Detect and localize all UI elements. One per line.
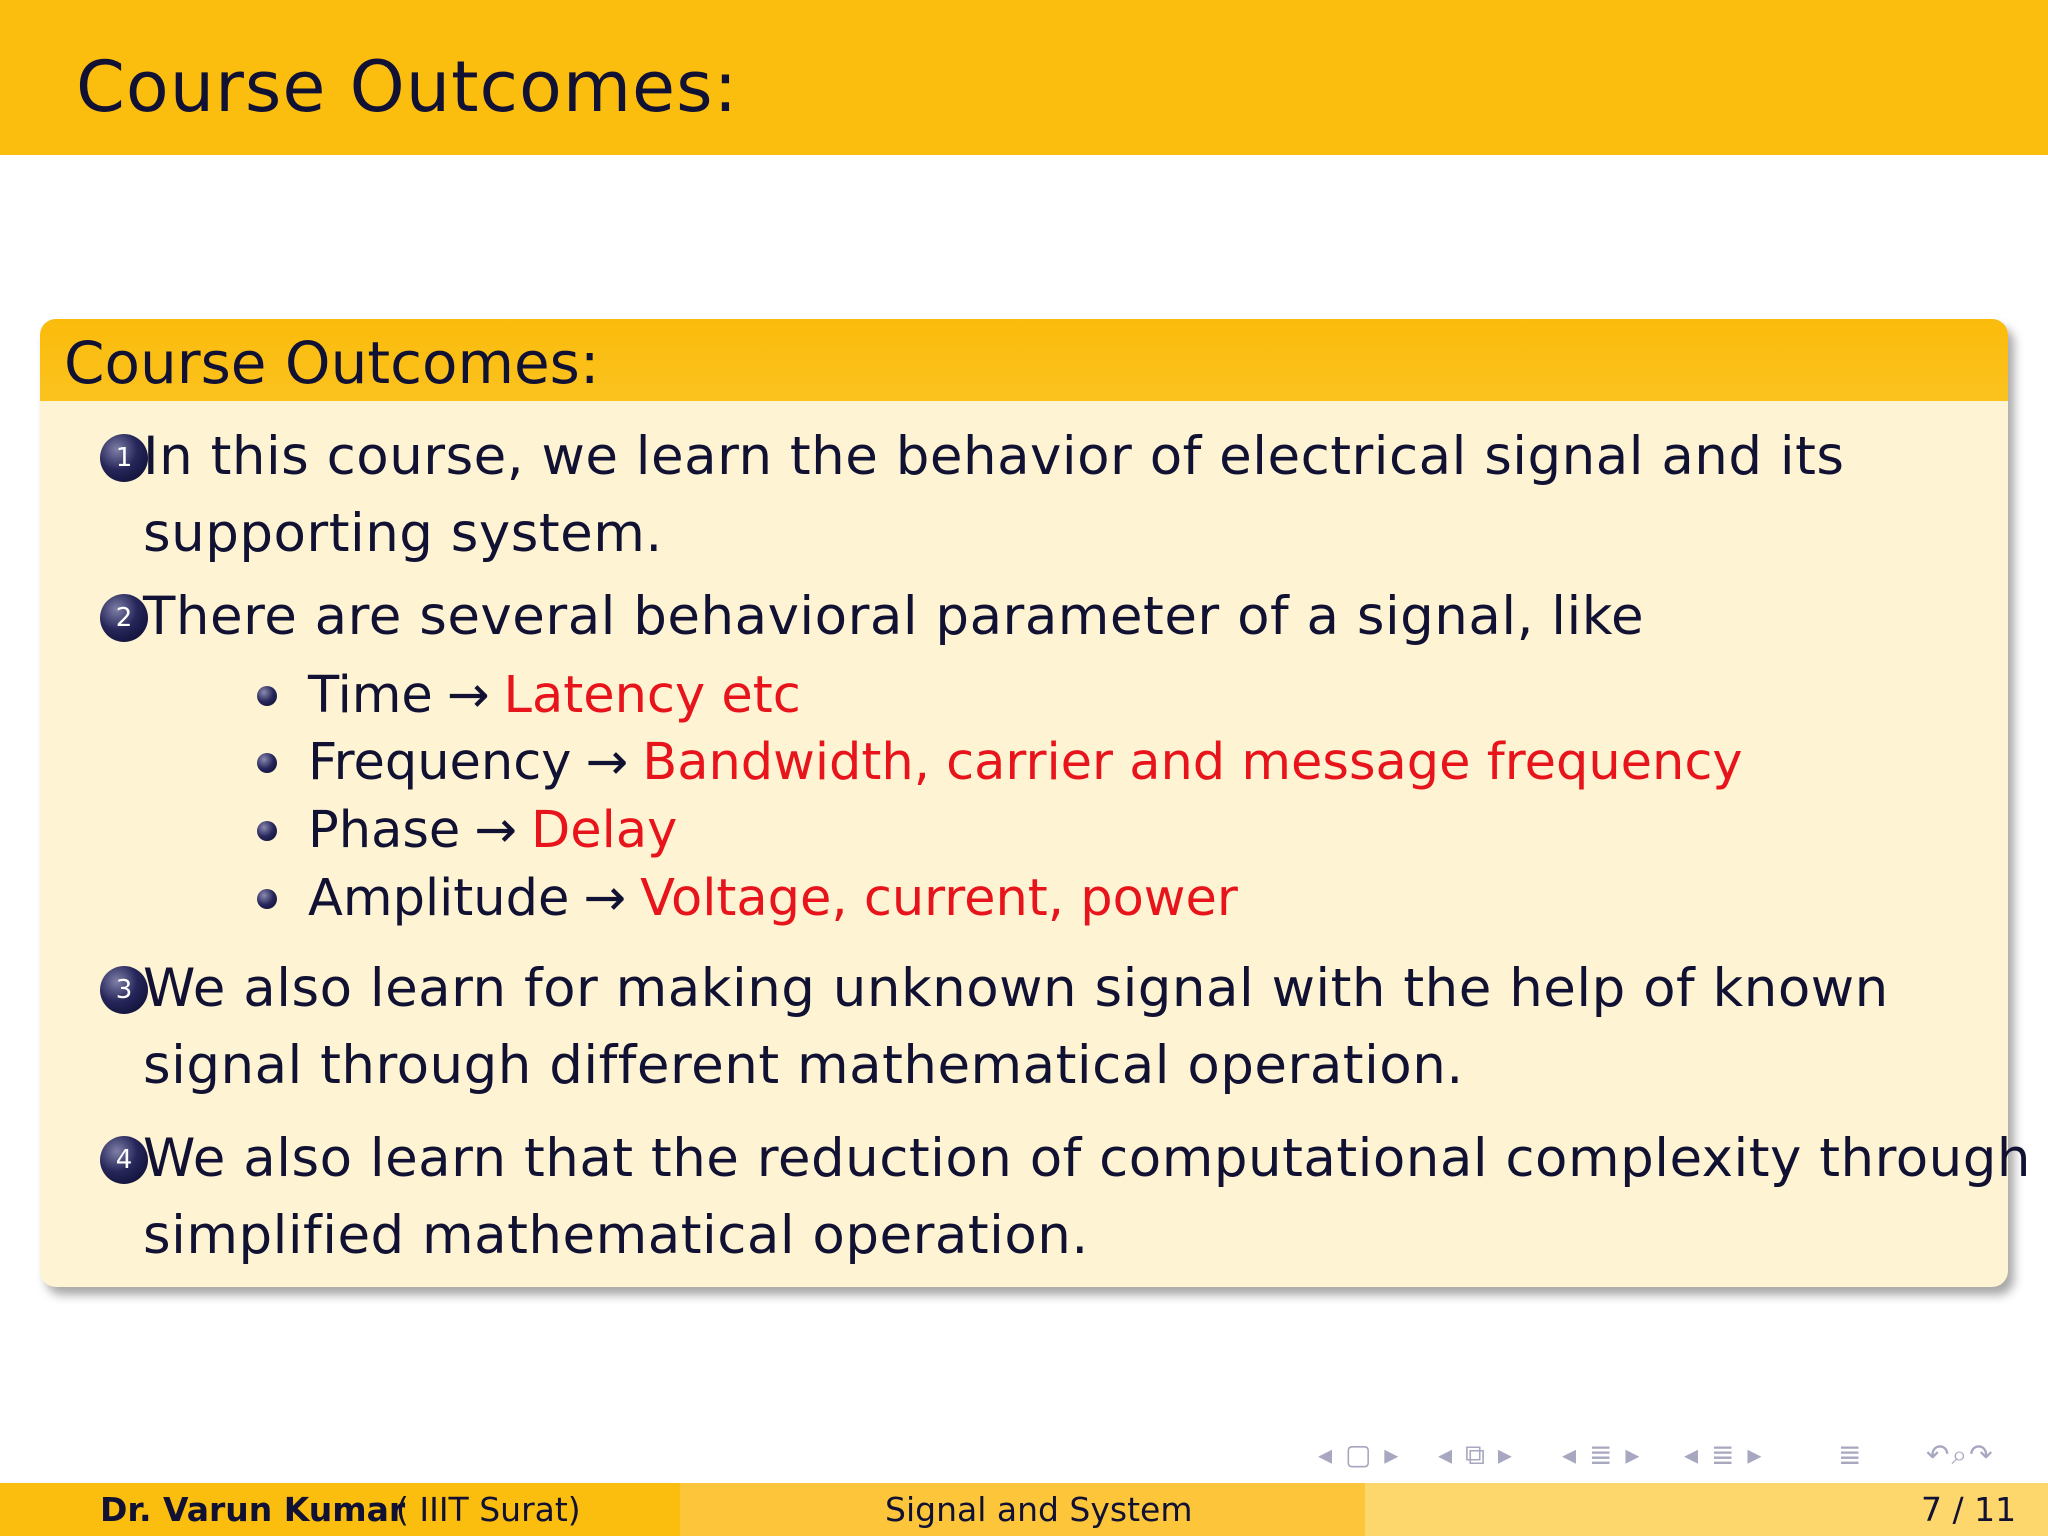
enumeration-marker-1: 1: [100, 434, 148, 482]
outcome-item-3-line-1: We also learn for making unknown signal with the help of known: [143, 958, 1889, 1019]
parameter-value: Latency etc: [503, 666, 801, 725]
page-number: 7 / 11: [1921, 1490, 2017, 1529]
enumeration-marker-2: 2: [100, 594, 148, 642]
enumeration-marker-4: 4: [100, 1136, 148, 1184]
parameter-label: Time: [308, 666, 433, 725]
arrow-icon: →: [446, 666, 490, 725]
outcome-item-3-line-2: signal through different mathematical operation.: [143, 1035, 1464, 1096]
frame-title: Course Outcomes:: [76, 46, 739, 128]
footer-page-segment: [1365, 1483, 2048, 1536]
section-nav-icon[interactable]: ◂ ≣ ▸: [1562, 1438, 1642, 1471]
bullet-icon: [257, 686, 277, 706]
parameter-item-time: [308, 662, 801, 730]
parameter-item-phase: [308, 797, 677, 865]
footer-author: Dr. Varun Kumar: [100, 1490, 406, 1529]
parameter-label: Amplitude: [308, 869, 570, 928]
footer-institute: ( IIIT Surat): [396, 1490, 581, 1529]
bullet-icon: [257, 753, 277, 773]
arrow-icon: →: [474, 801, 518, 860]
outcome-item-4-line-1: We also learn that the reduction of computational complexity through: [143, 1128, 2031, 1189]
subsection-nav-icon[interactable]: ◂ ⧉ ▸: [1438, 1438, 1514, 1471]
block-title: Course Outcomes:: [64, 329, 600, 397]
parameter-item-frequency: [308, 729, 1743, 797]
footer-author-segment: [0, 1483, 680, 1536]
block-header: [40, 319, 2008, 401]
arrow-icon: →: [585, 733, 629, 792]
frame-title-bar: [0, 0, 2048, 155]
bullet-icon: [257, 821, 277, 841]
footer-bar: [0, 1483, 2048, 1536]
parameter-item-amplitude: [308, 865, 1238, 933]
parameter-value: Bandwidth, carrier and message frequency: [642, 733, 1743, 792]
parameter-value: Voltage, current, power: [640, 869, 1238, 928]
outcome-item-1-line-2: supporting system.: [143, 503, 663, 564]
outcome-item-2-line-1: There are several behavioral parameter of a signal, like: [143, 586, 1645, 647]
presentation-nav-icon[interactable]: ◂ ≣ ▸: [1684, 1438, 1764, 1471]
parameter-value: Delay: [531, 801, 678, 860]
footer-title-segment: [680, 1483, 1365, 1536]
frame-nav-icon[interactable]: ◂ ▢ ▸: [1318, 1438, 1401, 1471]
bullet-icon: [257, 889, 277, 909]
enumeration-marker-3: 3: [100, 966, 148, 1014]
footer-title: Signal and System: [885, 1490, 1193, 1529]
outline-icon[interactable]: ≣: [1838, 1438, 1864, 1471]
parameter-label: Frequency: [308, 733, 572, 792]
outcome-item-4-line-2: simplified mathematical operation.: [143, 1205, 1089, 1266]
arrow-icon: →: [583, 869, 627, 928]
outcome-item-1-line-1: In this course, we learn the behavior of electrical signal and its: [143, 426, 1845, 487]
parameter-label: Phase: [308, 801, 461, 860]
search-zoom-icon[interactable]: ↶⌕↷: [1926, 1438, 1995, 1471]
